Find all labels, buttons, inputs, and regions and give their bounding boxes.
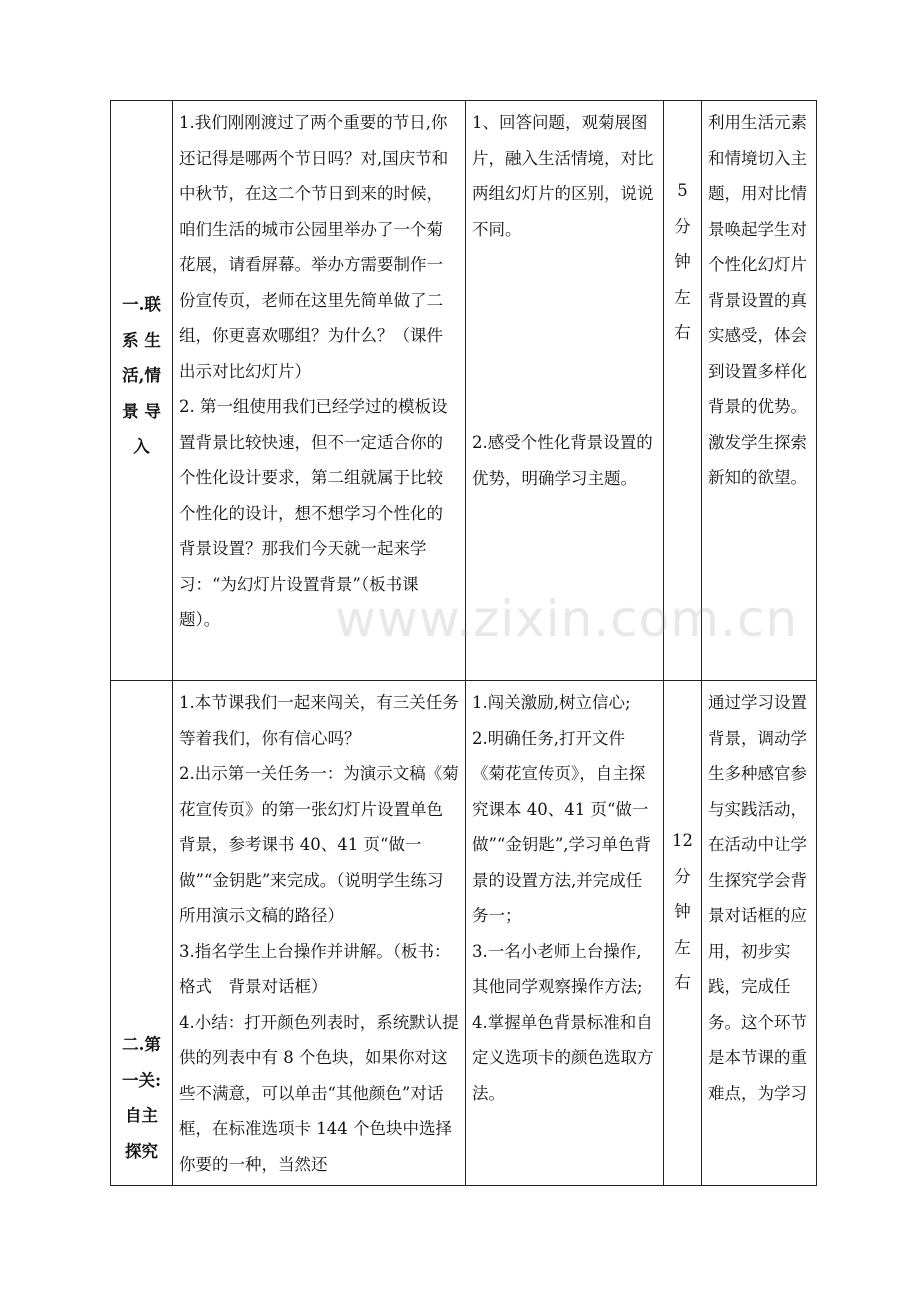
stage-line: 入 (133, 437, 150, 456)
stage-line: 自主 (125, 1106, 158, 1125)
student-activity-cell (466, 101, 664, 681)
time-line: 分 (674, 216, 691, 236)
stage-line: 探究 (125, 1141, 158, 1161)
teacher-paragraph: 3.指名学生上台操作并讲解。（板书：格式 背景对话框） (179, 941, 451, 996)
student-paragraph: 1.闯关激励,树立信心; (472, 693, 631, 712)
stage-line: 系 生 (122, 330, 161, 350)
design-intent-cell (702, 101, 817, 681)
time-cell (664, 681, 702, 1186)
time-line: 分 (674, 866, 691, 886)
stage-line: 二.第 (122, 1035, 161, 1054)
time-line: 5 (677, 181, 688, 200)
stage-line: 景 导 (122, 401, 161, 421)
intent-paragraph: 利用生活元素和情境切入主题，用对比情景唤起学生对个性化幻灯片背景设置的真实感受，体会到设置多样化背景的优势。激发学生探索新知的欲望。 (708, 113, 807, 487)
teacher-paragraph: 2. 第一组使用我们已经学过的模板设置背景比较快速，但不一定适合你的个性化设计要求，第二组就属于比较个性化的设计，想不想学习个性化的背景设置？那我们今天就一起来学习：“为幻灯片设置背景”（板书课题）。 (179, 397, 448, 629)
teacher-paragraph: 4.小结：打开颜色列表时，系统默认提供的列表中有 8 个色块，如果你对这些不满意，可以单击“其他颜色”对话框，在标准选项卡 144 个色块中选择你要的一种，当然还 (179, 1012, 459, 1174)
stage-line: 活,情 (122, 366, 161, 385)
table-row-1 (111, 101, 817, 681)
student-paragraph: 2.明确任务,打开文件《菊花宣传页》，自主探究课本 40、41 页“做一做”“金钥匙”,学习单色背景的设置方法,并完成任务一； (472, 728, 652, 925)
time-line: 钟 (674, 252, 691, 271)
student-paragraph: 1、回答问题，观菊展图片，融入生活情境，对比两组幻灯片的区别，说说不同。 (472, 113, 654, 239)
time-line: 左 (674, 287, 691, 307)
time-line: 右 (674, 973, 691, 992)
intent-paragraph: 通过学习设置背景，调动学生多种感官参与实践活动，在活动中让学生探究学会背景对话框的应用，初步实践，完成任务。这个环节是本节课的重难点，为学习 (708, 693, 807, 1103)
stage-line: 一.联 (122, 295, 161, 314)
student-paragraph: 4.掌握单色背景标准和自定义选项卡的颜色选取方法。 (472, 1012, 654, 1103)
table-row-2 (111, 681, 817, 1186)
teacher-paragraph: 1.本节课我们一起来闯关，有三关任务等着我们，你有信心吗？ (179, 693, 459, 748)
time-line: 右 (674, 323, 691, 342)
time-line: 钟 (674, 902, 691, 921)
stage-cell (111, 101, 173, 681)
time-line: 12 (672, 831, 693, 850)
watermark: www.zixin.com.cn (335, 590, 799, 648)
lesson-plan-table (110, 100, 817, 1186)
teacher-activity-cell (173, 101, 466, 681)
stage-line: 一关: (121, 1070, 162, 1090)
teacher-paragraph: 2.出示第一关任务一：为演示文稿《菊花宣传页》的第一张幻灯片设置单色背景，参考课书 40、41 页“做一做”“金钥匙”来完成。（说明学生练习所用演示文稿的路径） (179, 764, 459, 925)
design-intent-cell (702, 681, 817, 1186)
teacher-activity-cell (173, 681, 466, 1186)
student-paragraph: 3.一名小老师上台操作,其他同学观察操作方法; (472, 941, 643, 996)
teacher-paragraph: 1.我们刚刚渡过了两个重要的节日,你还记得是哪两个节日吗？对,国庆节和中秋节，在这二个节日到来的时候，咱们生活的城市公园里举办了一个菊花展，请看屏幕。举办方需要制作一份宣传页，老师在这里先简单做了二组，你更喜欢哪组？为什么？（课件出示对比幻灯片） (179, 113, 449, 381)
stage-cell (111, 681, 173, 1186)
time-line: 左 (674, 937, 691, 957)
student-activity-cell (466, 681, 664, 1186)
student-paragraph: 2.感受个性化背景设置的优势，明确学习主题。 (472, 433, 653, 488)
time-cell (664, 101, 702, 681)
